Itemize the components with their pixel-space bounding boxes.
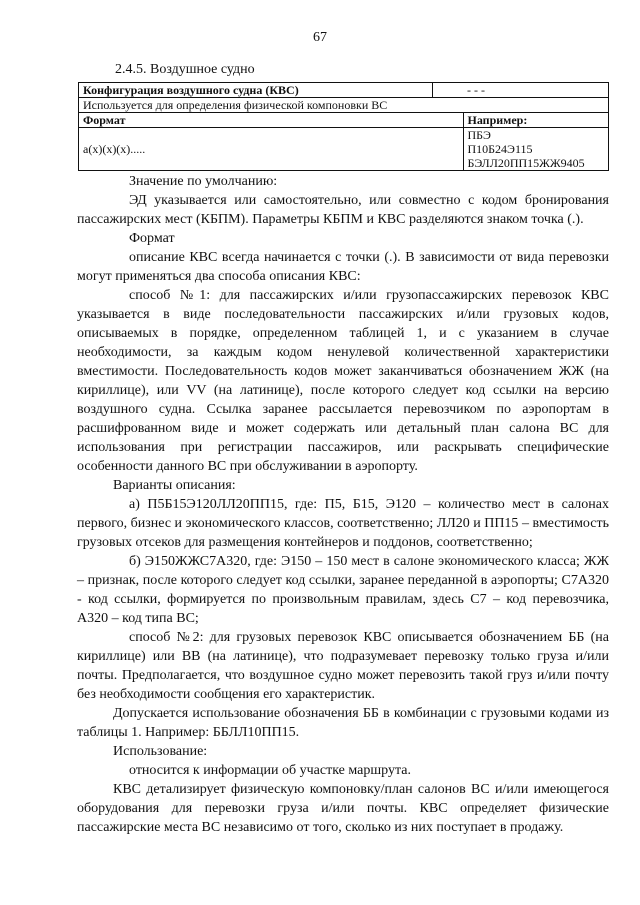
- table-example-item: БЭЛЛ20ПП15ЖЖ9405: [467, 156, 585, 170]
- table-title-cell: Конфигурация воздушного судна (КВС): [79, 83, 433, 98]
- paragraph-usage-text: относится к информации об участке маршрута.: [129, 763, 411, 778]
- table-example-item: ПБЭ: [467, 128, 491, 142]
- table-description-cell: Используется для определения физической компоновки ВС: [79, 98, 609, 113]
- table-spacer-cell: [433, 83, 464, 98]
- body-text: [77, 172, 609, 837]
- paragraph-format-label: Формат: [129, 231, 175, 246]
- table-row: [79, 98, 609, 113]
- table-examples-cell: [463, 128, 609, 171]
- paragraph-default-value-label: Значение по умолчанию:: [129, 174, 278, 189]
- table-row: [79, 83, 609, 98]
- paragraph-variant-b: б) Э150ЖЖС7А320, где: Э150 – 150 мест в салоне экономического класса; ЖЖ – признак, после которого следует код ссылки, заранее переданной в аэропорты; С7А320 - код ссылки, формируется по произвольным правилам, здесь С7 – код перевозчика, А320 – код типа ВС;: [77, 554, 609, 626]
- table-row: [79, 128, 609, 171]
- paragraph-kvs-detail: КВС детализирует физическую компоновку/план салонов ВС и/или имеющегося оборудования для перевозки груза и/или почты. КВС определяет физические пассажирские места ВС независимо от того, сколько из них поступает в продажу.: [77, 782, 609, 835]
- section-heading: 2.4.5. Воздушное судно: [115, 62, 255, 77]
- table-format-header: Формат: [79, 113, 464, 128]
- paragraph-variant-a: а) П5Б15Э120ЛЛ20ПП15, где: П5, Б15, Э120 – количество мест в салонах первого, бизнес и экономического классов, соответственно; ЛЛ20 и ПП15 – вместимость грузовых отсеков для размещения контейнеров и поддонов, соответственно;: [77, 497, 609, 550]
- paragraph-method-two: способ №2: для грузовых перевозок КВС описывается обозначением ББ (на кириллице) или ВВ (на латинице), что подразумевает перевозку только груза и/или почты. Предполагается, что воздушное судно может перевозить такой груз и/или почту без необходимости сообщения его характеристик.: [77, 630, 609, 702]
- kvs-definition-table: [78, 82, 609, 171]
- table-title-value-cell: - - -: [463, 83, 609, 98]
- paragraph-variants-label: Варианты описания:: [113, 478, 236, 493]
- page-number: 67: [313, 30, 327, 45]
- table-row: [79, 113, 609, 128]
- paragraph-method-one: способ №1: для пассажирских и/или грузопассажирских перевозок КВС указывается в виде последовательности пассажирских и/или грузовых кодов, описываемых в порядке, определенном таблицей 1, и с указанием в случае необходимости, за каждым кодом ненулевой количественной характеристики вместимости. Последовательность кодов может заканчиваться обозначением ЖЖ (на кириллице), или VV (на латинице), после которого следует код ссылки на версию воздушного судна. Ссылка заранее рассылается перевозчиком по аэропортам в расшифрованном виде и может содержать или детальный план салона ВС для использования при регистрации пассажиров, или раскрывать специфические особенности данного ВС при обслуживании в аэропорту.: [77, 288, 609, 474]
- table-example-item: П10Б24Э115: [467, 142, 533, 156]
- paragraph-format-description: описание КВС всегда начинается с точки (.). В зависимости от вида перевозки могут применяться два способа описания КВС:: [77, 250, 609, 284]
- table-format-value: а(x)(x)(x).....: [79, 128, 464, 171]
- paragraph-combination-note: Допускается использование обозначения ББ в комбинации с грузовыми кодами из таблицы 1. Например: ББЛЛ10ПП15.: [77, 706, 609, 740]
- table-example-header: Например:: [463, 113, 609, 128]
- paragraph-default-value-text: ЭД указывается или самостоятельно, или совместно с кодом бронирования пассажирских мест (КБПМ). Параметры КБПМ и КВС разделяются знаком точка (.).: [77, 193, 609, 227]
- paragraph-usage-label: Использование:: [113, 744, 208, 759]
